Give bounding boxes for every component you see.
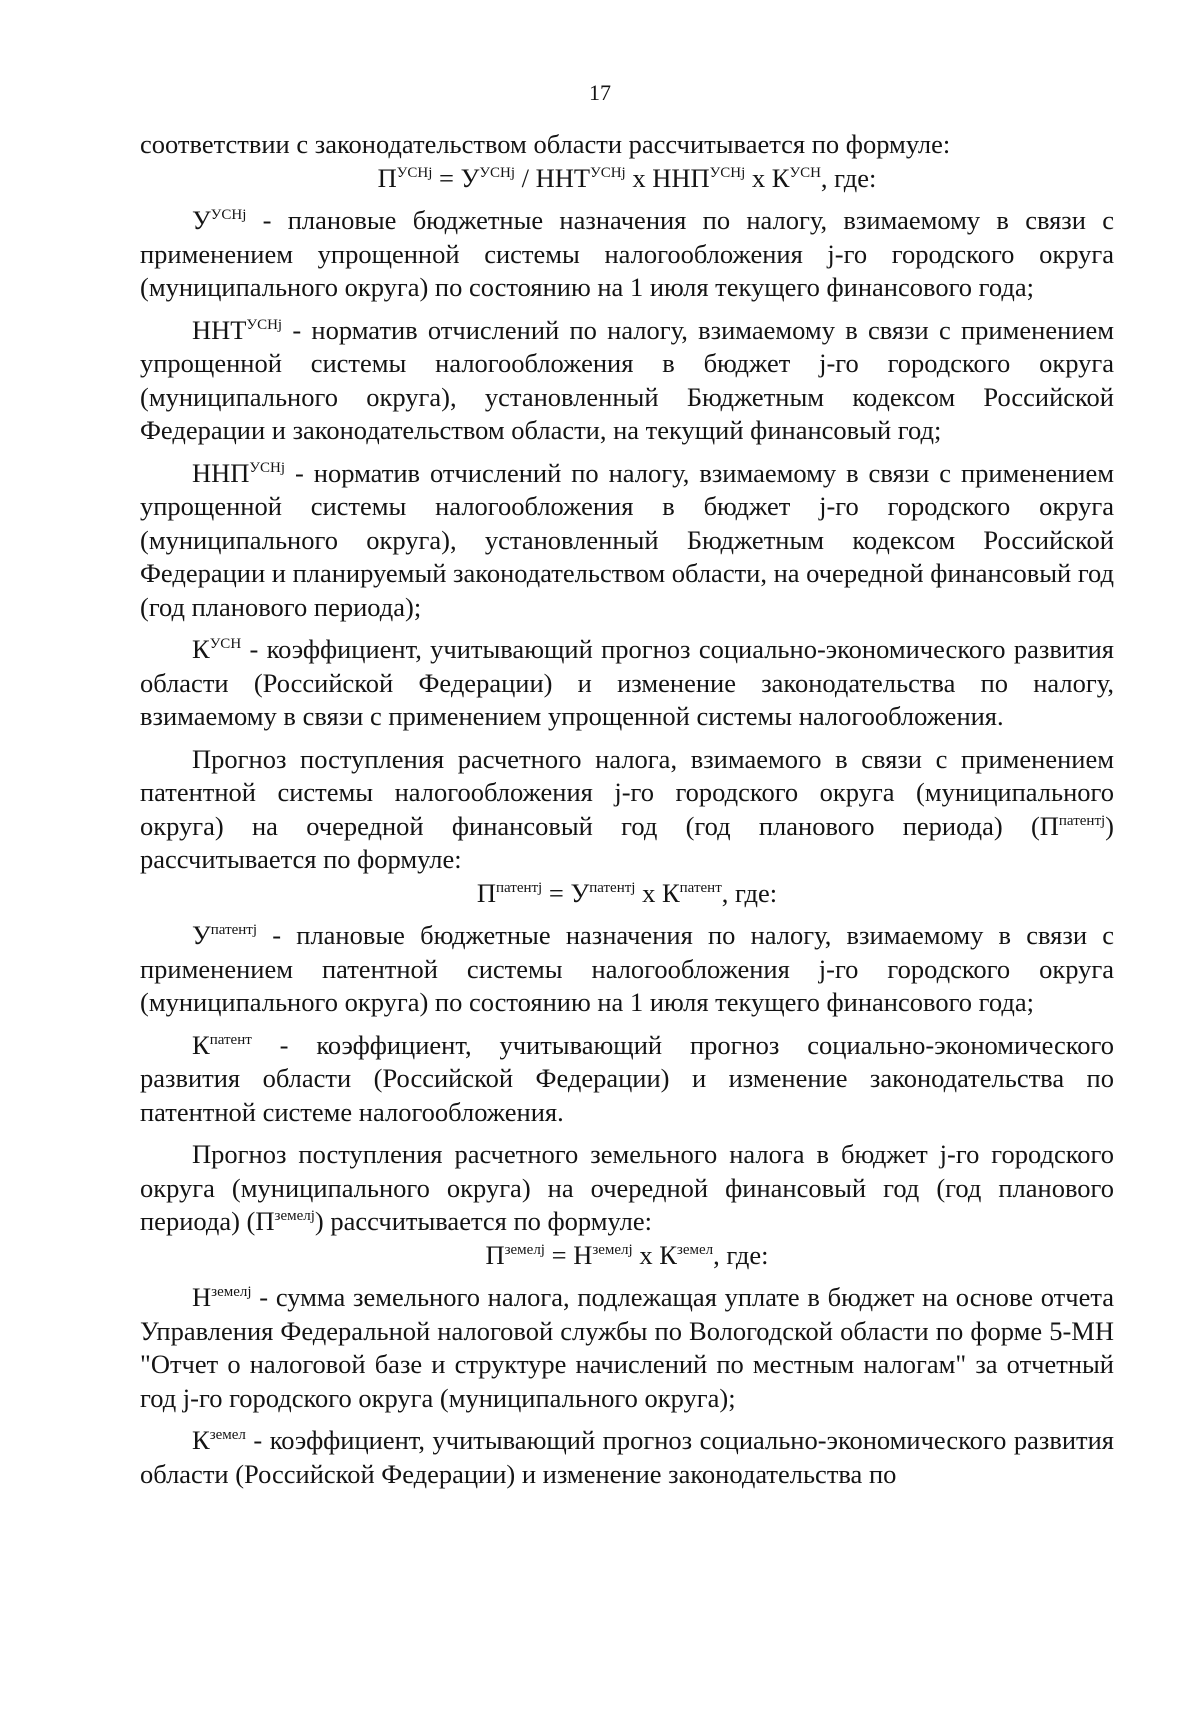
definition-k-patent: $К^{патент}$ - коэффициент, учитывающий прогноз социально-экономического развития области (Российской Федерации) и изменение законодательства по патентной системе налогообложения. bbox=[140, 1029, 1114, 1127]
intro-paragraph: соответствии с законодательством области рассчитывается по формуле: bbox=[140, 129, 951, 159]
definition-h-land: $Н^{земелj}$ - сумма земельного налога, подлежащая уплате в бюджет на основе отчета Управления Федеральной налоговой службы по Вологодской области по форме 5-МН "Отчет о налоговой базе и структуре начислений по местным налогам" за отчетный год j-го городского округа (муниципального округа); bbox=[140, 1282, 1114, 1413]
definition-u-usn: $У^{УСНj}$ - плановые бюджетные назначения по налогу, взимаемому в связи с применением упрощенной системы налогообложения j-го городского округа (муниципального округа) по состоянию на 1 июля текущего финансового года; bbox=[140, 205, 1114, 302]
document-body bbox=[140, 128, 1114, 1491]
land-intro-paragraph: Прогноз поступления расчетного земельного налога в бюджет j-го городского округа (муниципального округа) на очередной финансовый год (год планового периода) $(П^{земелj})$ рассчитывается по формуле: bbox=[140, 1139, 1114, 1236]
definition-u-patent: $У^{патентj}$ - плановые бюджетные назначения по налогу, взимаемому в связи с применением патентной системы налогообложения j-го городского округа (муниципального округа) по состоянию на 1 июля текущего финансового года; bbox=[140, 920, 1114, 1017]
definition-nnt-usn: $ННТ^{УСНj}$ - норматив отчислений по налогу, взимаемому в связи с применением упрощенной системы налогообложения в бюджет j-го городского округа (муниципального округа), установленный Бюджетным кодексом Российской Федерации и законодательством области, на текущий финансовый год; bbox=[140, 314, 1114, 445]
usn-formula: $П^{УСНj} = У^{УСНj} / ННТ^{УСНj}$ x $ННП^{УСНj}$ x $К^{УСН}$, где: bbox=[377, 162, 877, 193]
definition-k-land: $К^{земел}$ - коэффициент, учитывающий прогноз социально-экономического развития области (Российской Федерации) и изменение законодательства по bbox=[140, 1425, 1114, 1489]
definition-nnp-usn: $ННП^{УСНj}$ - норматив отчислений по налогу, взимаемому в связи с применением упрощенной системы налогообложения в бюджет j-го городского округа (муниципального округа), установленный Бюджетным кодексом Российской Федерации и планируемый законодательством области, на очередной финансовый год (год планового периода); bbox=[140, 457, 1114, 622]
definition-k-usn: $К^{УСН}$ - коэффициент, учитывающий прогноз социально-экономического развития области (Российской Федерации) и изменение законодательства по налогу, взимаемому в связи с применением упрощенной системы налогообложения. bbox=[140, 634, 1114, 731]
patent-formula: $П^{патентj} = У^{патентj}$ x $К^{патент}$, где: bbox=[476, 877, 778, 908]
page-number: 17 bbox=[589, 80, 611, 105]
land-formula: $П^{земелj} = Н^{земелj}$ x $К^{земел}$, где: bbox=[485, 1239, 769, 1270]
patent-intro-paragraph: Прогноз поступления расчетного налога, взимаемого в связи с применением патентной системы налогообложения j-го городского округа (муниципального округа) на очередной финансовый год (год планового периода) $(П^{патентj})$ рассчитывается по формуле: bbox=[140, 743, 1114, 874]
